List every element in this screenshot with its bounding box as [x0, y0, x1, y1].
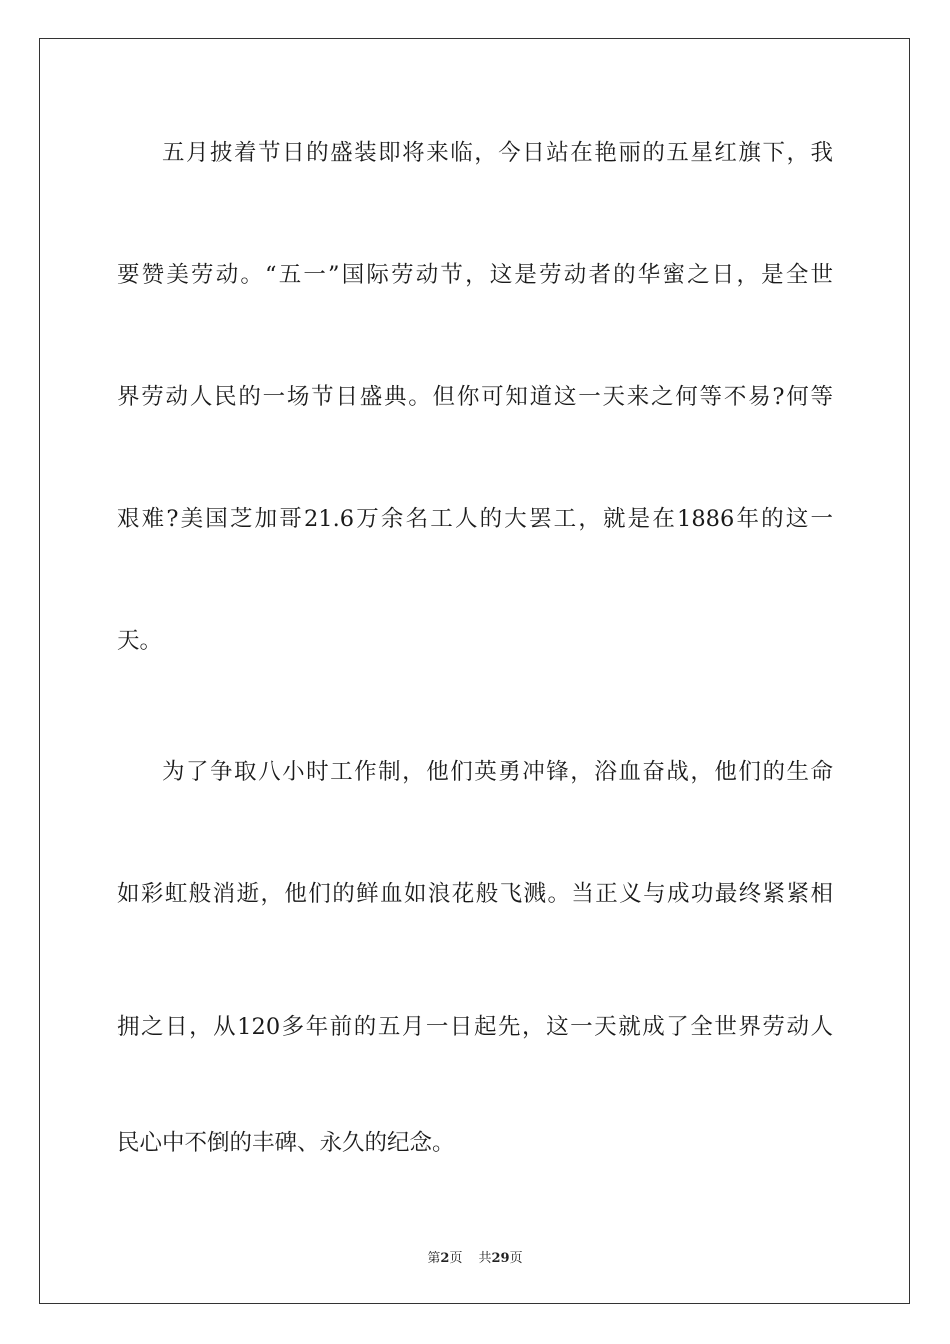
- paragraph-2-line-3: 拥之日，从120多年前的五月一日起先，这一天就成了全世界劳动人: [117, 1014, 833, 1040]
- paragraph-2-line-2: 如彩虹般消逝，他们的鲜血如浪花般飞溅。当正义与成功最终紧紧相: [117, 881, 833, 907]
- paragraph-2-line-4: 民心中不倒的丰碑、永久的纪念。: [117, 1130, 455, 1156]
- paragraph-1-line-3: 界劳动人民的一场节日盛典。但你可知道这一天来之何等不易?何等: [117, 384, 833, 410]
- page-number: 2: [440, 1251, 450, 1266]
- page-prefix: 第: [427, 1251, 441, 1266]
- page-border: [39, 38, 910, 1304]
- total-prefix: 共: [478, 1251, 492, 1266]
- total-pages: 29: [491, 1251, 510, 1266]
- total-suffix: 页: [509, 1251, 523, 1266]
- page-suffix: 页: [449, 1251, 463, 1266]
- paragraph-1-line-5: 天。: [117, 628, 163, 654]
- paragraph-1-line-1: 五月披着节日的盛装即将来临，今日站在艳丽的五星红旗下，我: [162, 140, 833, 166]
- paragraph-2-line-1: 为了争取八小时工作制，他们英勇冲锋，浴血奋战，他们的生命: [162, 759, 833, 785]
- paragraph-1-line-4: 艰难?美国芝加哥21.6万余名工人的大罢工，就是在1886年的这一: [117, 506, 833, 532]
- paragraph-1-line-2: 要赞美劳动。“五一”国际劳动节，这是劳动者的华蜜之日，是全世: [117, 262, 833, 288]
- page-footer: [0, 1247, 950, 1266]
